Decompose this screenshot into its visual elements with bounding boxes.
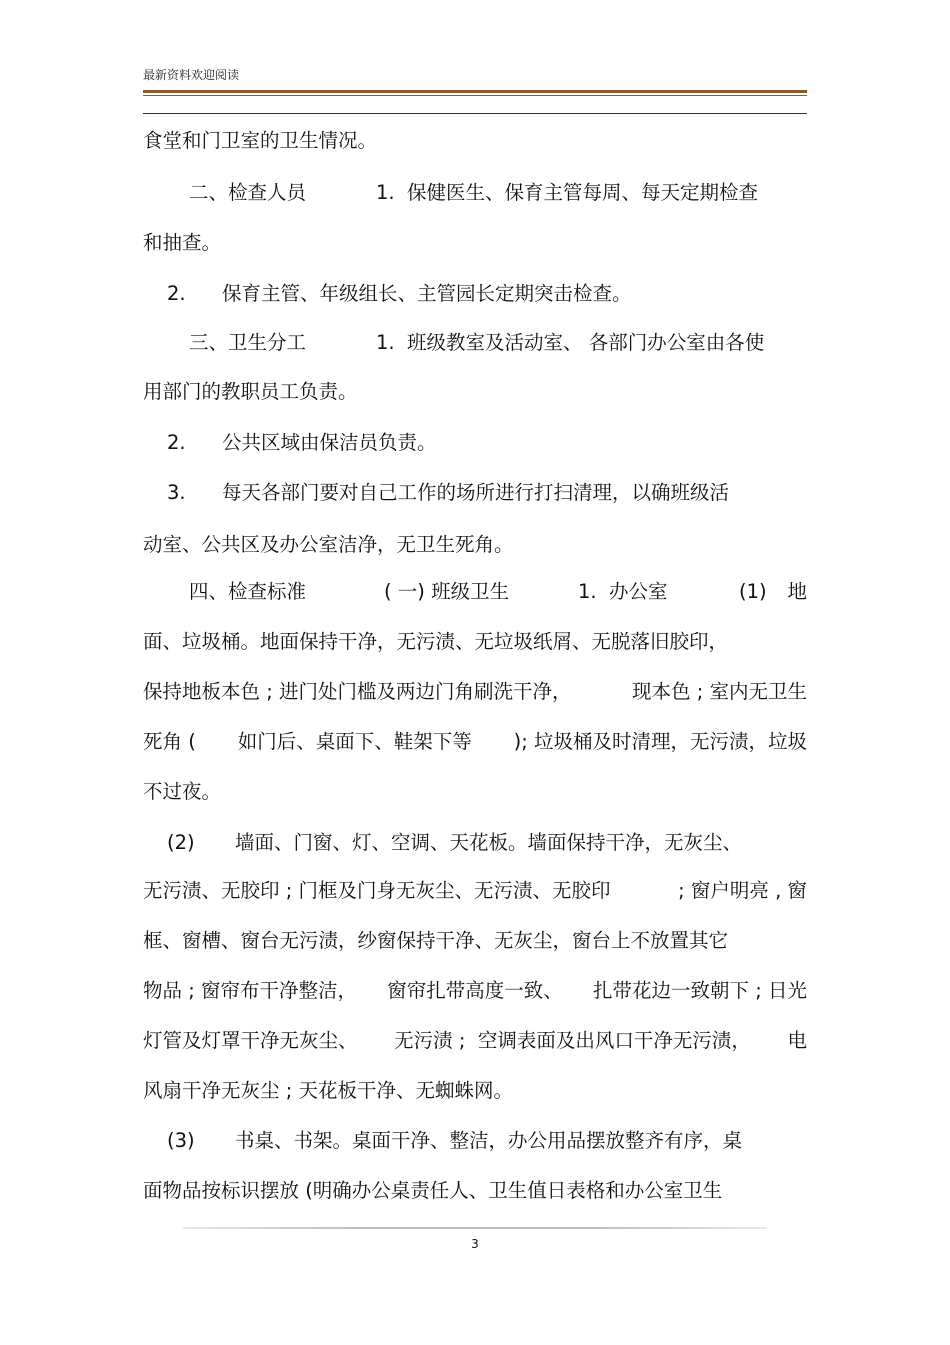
page-number: 3: [471, 1237, 479, 1251]
paragraph-line: [143, 979, 807, 1003]
text-segment: 无污渍、无胶印 ; 门框及门身无灰尘、无污渍、无胶印: [143, 879, 611, 902]
header-text: 最新资料欢迎阅读: [143, 68, 240, 82]
section-heading: 四、检查标准: [189, 580, 307, 603]
paragraph-line: [143, 680, 807, 704]
paragraph-line: 面物品按标识摆放 (明确办公桌责任人、卫生值日表格和办公室卫生: [143, 1179, 723, 1202]
paragraph-line: 食堂和门卫室的卫生情况。: [143, 129, 378, 152]
footer-rule: [183, 1227, 767, 1229]
paragraph-text: 地: [787, 580, 807, 603]
list-item-text: 每天各部门要对自己工作的场所进行打扫清理，以确班级活: [222, 481, 730, 504]
list-number: (3): [167, 1129, 195, 1152]
subsection-heading: ( 一) 班级卫生: [384, 580, 510, 603]
text-segment: 扎带花边一致朝下 ; 日光: [593, 979, 807, 1002]
section-heading: 二、检查人员: [189, 181, 307, 204]
list-number: 3.: [167, 481, 186, 504]
paragraph-line: 风扇干净无灰尘 ; 天花板干净、无蜘蛛网。: [143, 1079, 513, 1102]
list-item-text: 保育主管、年级组长、主管园长定期突击检查。: [222, 282, 632, 305]
paragraph-line: 面、垃圾桶。地面保持干净，无污渍、无垃圾纸屑、无脱落旧胶印，: [143, 630, 729, 653]
text-segment: 物品 ; 窗帘布干净整洁，: [143, 979, 357, 1002]
list-number: (1): [739, 580, 767, 603]
section-heading: 三、卫生分工: [189, 331, 307, 354]
paragraph-line: 和抽查。: [143, 231, 222, 254]
text-segment: 灯管及灯罩干净无灰尘、: [143, 1029, 358, 1052]
paragraph-line: 不过夜。: [143, 780, 222, 803]
list-number: 2.: [167, 431, 186, 454]
text-segment: ); 垃圾桶及时清理，无污渍，垃圾: [513, 730, 807, 753]
list-item-text: 1. 办公室: [578, 580, 668, 603]
header-rule-dark: [143, 113, 807, 114]
list-number: (2): [167, 831, 195, 854]
text-segment: 如门后、桌面下、鞋架下等: [237, 730, 472, 753]
paragraph-line: 动室、公共区及办公室洁净，无卫生死角。: [143, 533, 514, 556]
list-number: 2.: [167, 282, 186, 305]
paragraph-line: [143, 1029, 807, 1053]
paragraph-line: 框、窗槽、窗台无污渍，纱窗保持干净、无灰尘，窗台上不放置其它: [143, 929, 729, 952]
list-item-text: 书桌、书架。桌面干净、整洁，办公用品摆放整齐有序，桌: [235, 1129, 743, 1152]
list-item-text: 1. 班级教室及活动室、 各部门办公室由各使: [376, 331, 765, 354]
text-segment: 电: [787, 1029, 807, 1052]
header-rule-thin: [143, 95, 807, 96]
paragraph-line: [143, 879, 807, 903]
paragraph-line: 用部门的教职员工负责。: [143, 380, 358, 403]
text-segment: 窗帘扎带高度一致、: [387, 979, 563, 1002]
paragraph-line: [143, 730, 807, 754]
text-segment: 现本色 ; 室内无卫生: [632, 680, 807, 703]
list-item-text: 墙面、门窗、灯、空调、天花板。墙面保持干净，无灰尘、: [235, 831, 743, 854]
list-item-text: 1. 保健医生、保育主管每周、每天定期检查: [376, 181, 759, 204]
list-item-text: 公共区域由保洁员负责。: [222, 431, 437, 454]
header-rule-thick: [143, 90, 807, 93]
text-segment: 保持地板本色 ; 进门处门槛及两边门角刷洗干净，: [143, 680, 572, 703]
text-segment: 无污渍 ; 空调表面及出风口干净无污渍，: [394, 1029, 751, 1052]
text-segment: 死角 (: [143, 730, 196, 753]
text-segment: ; 窗户明亮 , 窗: [678, 879, 807, 902]
